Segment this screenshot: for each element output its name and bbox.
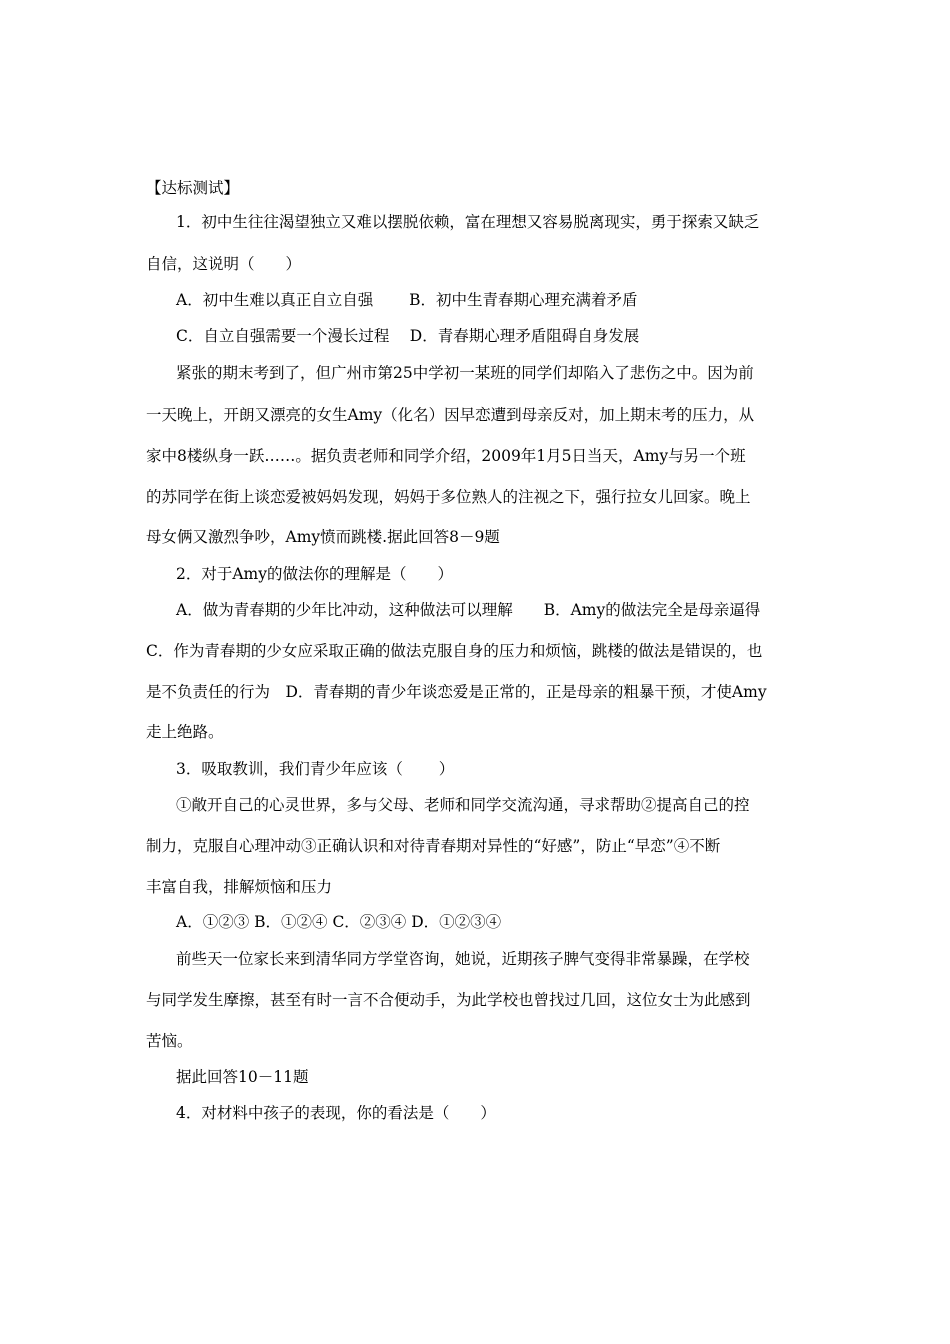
q2-line1: A．做为青春期的少年比冲动，这种做法可以理解 B．Amy的做法完全是母亲逼得 [176,601,761,619]
material2-line4: 据此回答10－11题 [176,1068,309,1086]
q3-stem: 3．吸取教训，我们青少年应该（ ） [176,760,455,778]
material1-line1: 紧张的期末考到了，但广州市第25中学初一某班的同学们却陷入了悲伤之中。因为前 [176,364,754,382]
q2-stem: 2．对于Amy的做法你的理解是（ ） [176,565,454,583]
material1-line4: 的苏同学在街上谈恋爱被妈妈发现，妈妈于多位熟人的注视之下，强行拉女儿回家。晚上 [146,488,751,506]
q4-stem: 4．对材料中孩子的表现，你的看法是（ ） [176,1104,496,1122]
material1-line5: 母女俩又激烈争吵，Amy愤而跳楼.据此回答8－9题 [146,528,500,546]
q3-line3: 丰富自我，排解烦恼和压力 [146,878,333,896]
q3-line2: 制力，克服自心理冲动③正确认识和对待青春期对异性的“好感”，防止“早恋”④不断 [146,837,721,855]
q2-line3: 是不负责任的行为 D．青春期的青少年谈恋爱是正常的，正是母亲的粗暴干预，才使Amy [146,683,767,701]
section-title: 【达标测试】 [146,179,240,197]
material1-line2: 一天晚上，开朗又漂亮的女生Amy（化名）因早恋遭到母亲反对，加上期末考的压力，从 [146,406,755,424]
material2-line3: 苦恼。 [146,1032,193,1050]
q2-line2: C．作为青春期的少女应采取正确的做法克服自身的压力和烦恼，跳楼的做法是错误的，也 [146,642,763,660]
q3-options: A．①②③ B．①②④ C．②③④ D．①②③④ [176,913,502,931]
q3-line1: ①敞开自己的心灵世界，多与父母、老师和同学交流沟通，寻求帮助②提高自己的控 [176,796,750,814]
q1-options-line1: A．初中生难以真正自立自强 B．初中生青春期心理充满着矛盾 [176,291,638,309]
material2-line1: 前些天一位家长来到清华同方学堂咨询，她说，近期孩子脾气变得非常暴躁，在学校 [176,950,750,968]
material1-line3: 家中8楼纵身一跃……。据负责老师和同学介绍，2009年1月5日当天，Amy与另一个班 [146,447,746,465]
q1-stem-line1: 1．初中生往往渴望独立又难以摆脱依赖，富在理想又容易脱离现实，勇于探索又缺乏 [176,213,760,231]
q1-options-line2: C．自立自强需要一个漫长过程 D．青春期心理矛盾阻碍自身发展 [176,327,640,345]
q2-line4: 走上绝路。 [146,723,224,741]
material2-line2: 与同学发生摩擦，甚至有时一言不合便动手，为此学校也曾找过几回，这位女士为此感到 [146,991,751,1009]
q1-stem-line2: 自信，这说明（ ） [146,255,302,273]
